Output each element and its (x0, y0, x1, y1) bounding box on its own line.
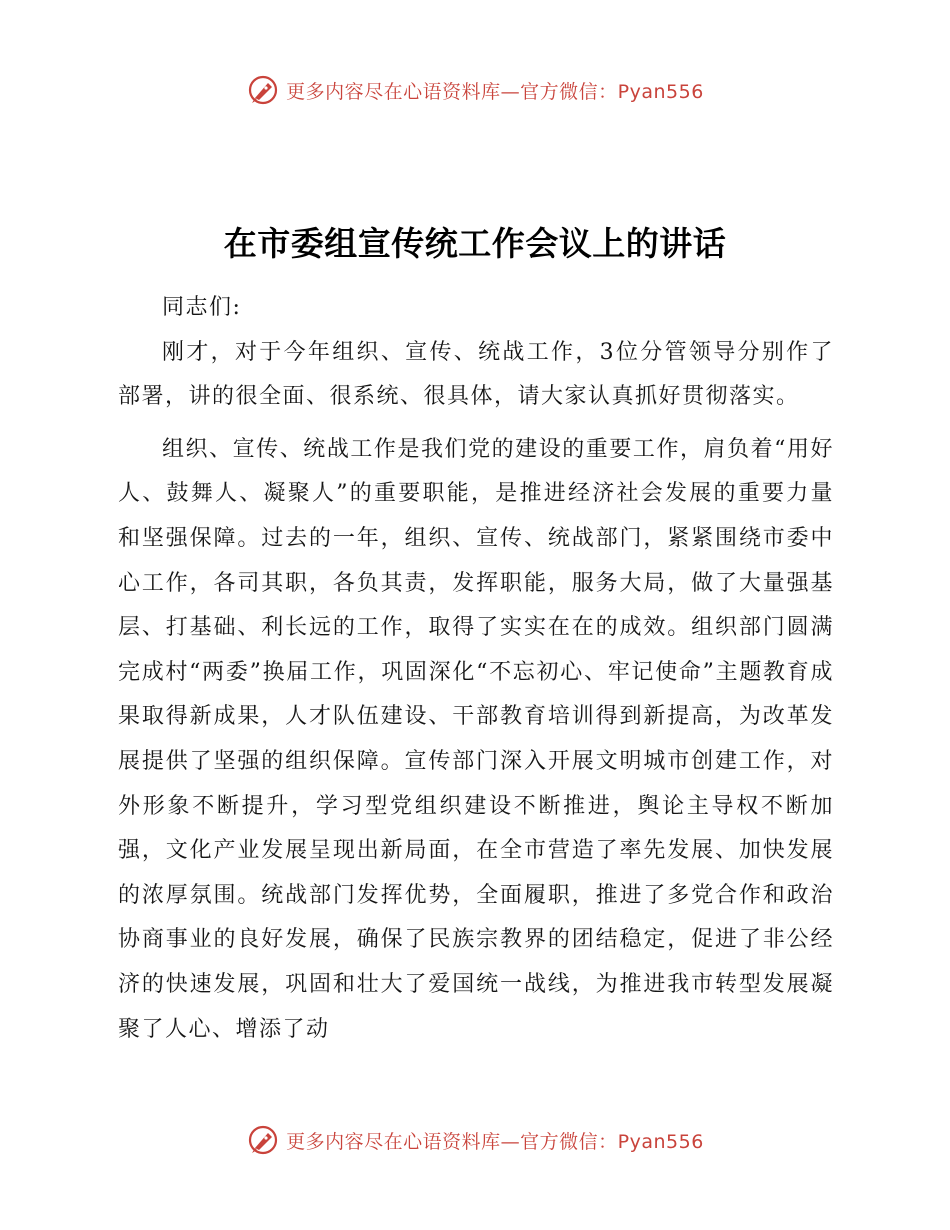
watermark-text: 更多内容尽在心语资料库—官方微信：Pyan556 (286, 1130, 704, 1153)
paragraph-1: 刚才，对于今年组织、宣传、统战工作，3位分管领导分别作了部署，讲的很全面、很系统、很具体，请大家认真抓好贯彻落实。 (118, 339, 834, 410)
header-watermark (0, 70, 950, 110)
salutation: 同志们: (162, 295, 242, 320)
document-title: 在市委组宣传统工作会议上的讲话 (223, 224, 727, 263)
pen-nib-logo-icon (246, 73, 280, 107)
watermark-text: 更多内容尽在心语资料库—官方微信：Pyan556 (286, 80, 704, 103)
paragraph-2: 组织、宣传、统战工作是我们党的建设的重要工作，肩负着“用好人、鼓舞人、凝聚人”的重要职能，是推进经济社会发展的重要力量和坚强保障。过去的一年，组织、宣传、统战部门，紧紧围绕市委中心工作，各司其职，各负其责，发挥职能，服务大局，做了大量强基层、打基础、利长远的工作，取得了实实在在的成效。组织部门圆满完成村“两委”换届工作，巩固深化“不忘初心、牢记使命”主题教育成果取得新成果，人才队伍建设、干部教育培训得到新提高，为改革发展提供了坚强的组织保障。宣传部门深入开展文明城市创建工作，对外形象不断提升，学习型党组织建设不断推进，舆论主导权不断加强，文化产业发展呈现出新局面，在全市营造了率先发展、加快发展的浓厚氛围。统战部门发挥优势，全面履职，推进了多党合作和政治协商事业的良好发展，确保了民族宗教界的团结稳定，促进了非公经济的快速发展，巩固和壮大了爱国统一战线，为推进我市转型发展凝聚了人心、增添了动 (118, 436, 834, 1042)
document-body (118, 286, 834, 1052)
pen-nib-logo-icon (246, 1123, 280, 1157)
footer-watermark (0, 1120, 950, 1160)
